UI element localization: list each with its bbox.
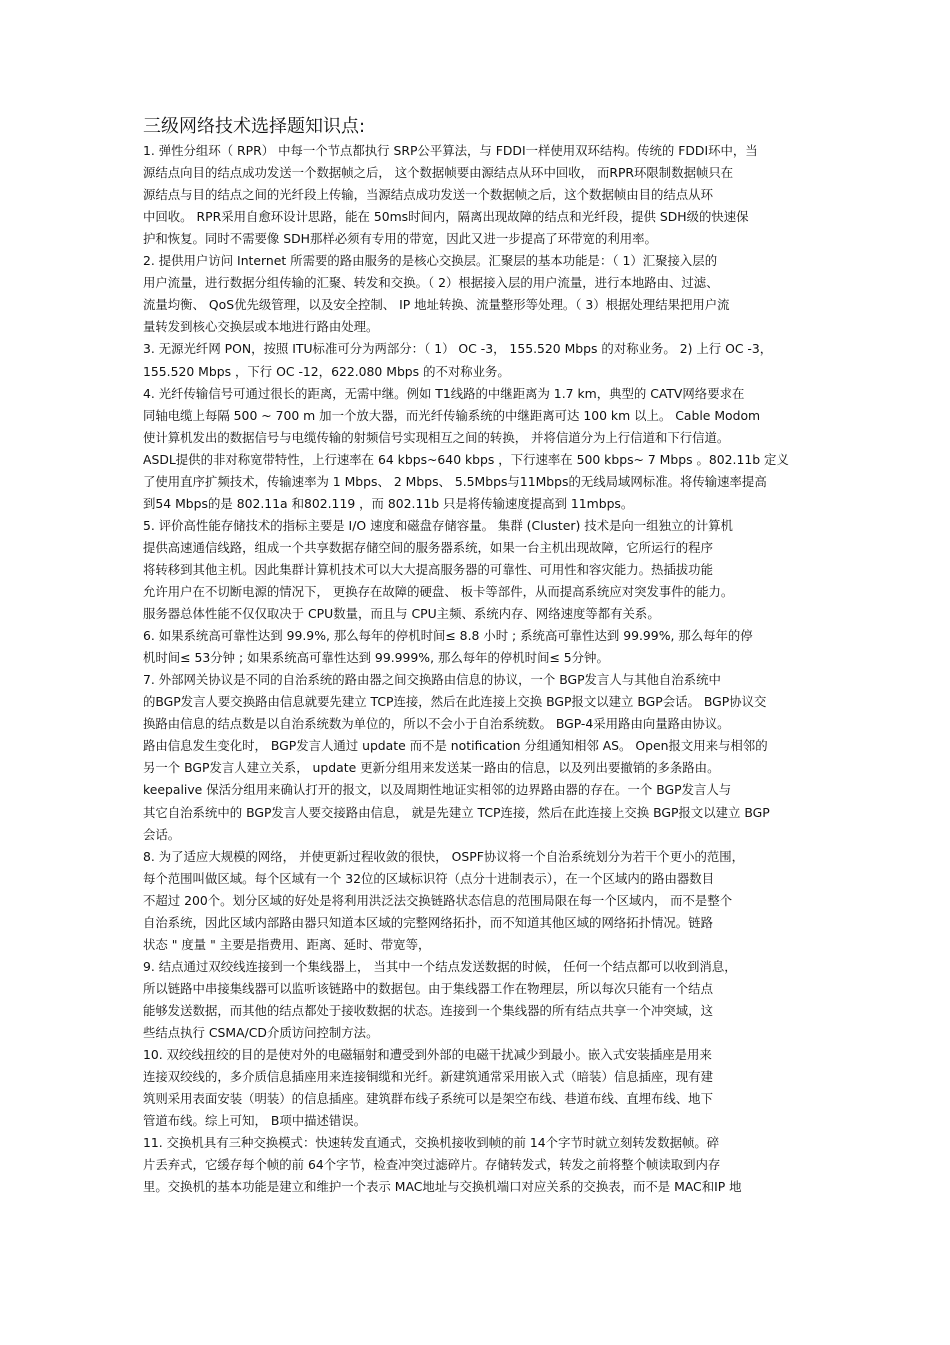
body-line: 同轴电缆上每隔 500 ~ 700 m 加一个放大器，而光纤传输系统的中继距离可达 100 km 以上。 Cable Modom (143, 407, 761, 423)
body-line: 能够发送数据，而其他的结点都处于接收数据的状态。连接到一个集线器的所有结点共享一个冲突域，这 (143, 1002, 713, 1018)
body-line: 些结点执行 CSMA/CD介质访问控制方法。 (143, 1025, 379, 1040)
body-line: 将转移到其他主机。因此集群计算机技术可以大大提高服务器的可靠性、可用性和容灾能力。热插拔功能 (143, 561, 713, 577)
body-line: 会话。 (143, 826, 181, 842)
body-line: 里。交换机的基本功能是建立和维护一个表示 MAC地址与交换机端口对应关系的交换表，而不是 MAC和IP 地 (143, 1179, 742, 1195)
body-line: 管道布线。综上可知， B项中描述错误。 (143, 1113, 367, 1129)
body-line: 6. 如果系统高可靠性达到 99.9%, 那么每年的停机时间≤ 8.8 小时 ; 系统高可靠性达到 99.99%, 那么每年的停 (143, 628, 753, 644)
body-line: 到54 Mbps的是 802.11a 和802.119 ，而 802.11b 只是将传输速度提高到 11mbps。 (143, 495, 634, 511)
body-line: 了使用直序扩频技术，传输速率为 1 Mbps、 2 Mbps、 5.5Mbps与11Mbps的无线局域网标准。将传输速率提高 (143, 473, 767, 489)
body-line: 源结点向目的结点成功发送一个数据帧之后， 这个数据帧要由源结点从环中回收， 而RPR环限制数据帧只在 (143, 165, 734, 181)
body-line: 2. 提供用户访问 Internet 所需要的路由服务的是核心交换层。汇聚层的基本功能是：（ 1）汇聚接入层的 (143, 253, 718, 269)
body-line: 自治系统，因此区域内部路由器只知道本区域的完整网络拓扑，而不知道其他区域的网络拓扑情况。链路 (143, 914, 713, 930)
body-line: 换路由信息的结点数是以自治系统数为单位的，所以不会小于自治系统数。 BGP-4采用路由向量路由协议。 (143, 716, 730, 732)
body-line: 路由信息发生变化时， BGP发言人通过 update 而不是 notification 分组通知相邻 AS。 Open报文用来与相邻的 (143, 738, 768, 754)
body-line: 量转发到核心交换层或本地进行路由处理。 (143, 319, 379, 335)
body-line: 155.520 Mbps ，下行 OC -12，622.080 Mbps 的不对称业务。 (143, 363, 510, 379)
body-line: 10. 双绞线扭绞的目的是使对外的电磁辐射和遭受到外部的电磁干扰减少到最小。嵌入式安装插座是用来 (143, 1047, 712, 1063)
body-line: 机时间≤ 53分钟 ; 如果系统高可靠性达到 99.999%, 那么每年的停机时间≤ 5分钟。 (143, 650, 609, 666)
body-line: 其它自治系统中的 BGP发言人要交接路由信息， 就是先建立 TCP连接，然后在此连接上交换 BGP报文以建立 BGP (143, 804, 770, 820)
body-line: 护和恢复。同时不需要像 SDH那样必须有专用的带宽，因此又进一步提高了环带宽的利用率。 (143, 231, 657, 247)
body-line: 状态 " 度量 " 主要是指费用、距离、延时、带宽等， (143, 936, 431, 952)
body-line: 中回收。 RPR采用自愈环设计思路，能在 50ms时间内，隔离出现故障的结点和光纤段，提供 SDH级的快速保 (143, 209, 749, 225)
body-line: 每个范围叫做区域。每个区域有一个 32位的区域标识符（点分十进制表示），在一个区域内的路由器数目 (143, 870, 715, 886)
body-line: 片丢弃式，它缓存每个帧的前 64个字节，检查冲突过滤碎片。存储转发式，转发之前将整个帧读取到内存 (143, 1157, 721, 1173)
body-line: 用户流量，进行数据分组传输的汇聚、转发和交换。（ 2）根据接入层的用户流量，进行本地路由、过滤、 (143, 275, 719, 291)
body-line: 连接双绞线的，多介质信息插座用来连接铜缆和光纤。新建筑通常采用嵌入式（暗装）信息插座，现有建 (143, 1069, 713, 1085)
body-line: 不超过 200个。划分区域的好处是将利用洪泛法交换链路状态信息的范围局限在每一个区域内， 而不是整个 (143, 892, 733, 908)
body-line: 1. 弹性分组环（ RPR） 中每一个节点都执行 SRP公平算法，与 FDDI一样使用双环结构。传统的 FDDI环中，当 (143, 143, 758, 158)
body-line: 7. 外部网关协议是不同的自治系统的路由器之间交换路由信息的协议，一个 BGP发言人与其他自治系统中 (143, 672, 721, 688)
document-title: 三级网络技术选择题知识点: (143, 116, 366, 137)
body-line: 筑则采用表面安装（明装）的信息插座。建筑群布线子系统可以是架空布线、巷道布线、直埋布线、地下 (143, 1091, 713, 1107)
body-line: 所以链路中串接集线器可以监听该链路中的数据包。由于集线器工作在物理层，所以每次只能有一个结点 (143, 980, 713, 996)
body-line: 另一个 BGP发言人建立关系， update 更新分组用来发送某一路由的信息，以及列出要撤销的多条路由。 (143, 760, 720, 776)
body-line: 3. 无源光纤网 PON，按照 ITU标准可分为两部分：（ 1） OC -3， 155.520 Mbps 的对称业务。 2) 上行 OC -3， (143, 341, 773, 357)
body-line: 允许用户在不切断电源的情况下， 更换存在故障的硬盘、 板卡等部件，从而提高系统应对突发事件的能力。 (143, 584, 734, 599)
body-line: 8. 为了适应大规模的网络， 并使更新过程收敛的很快， OSPF协议将一个自治系统划分为若干个更小的范围， (143, 848, 745, 864)
body-line: 使计算机发出的数据信号与电缆传输的射频信号实现相互之间的转换， 并将信道分为上行信道和下行信道。 (143, 429, 730, 445)
body-line: 源结点与目的结点之间的光纤段上传输，当源结点成功发送一个数据帧之后，这个数据帧由目的结点从环 (143, 187, 713, 203)
body-line: 的BGP发言人要交换路由信息就要先建立 TCP连接，然后在此连接上交换 BGP报文以建立 BGP会话。 BGP协议交 (143, 694, 767, 710)
body-line: ASDL提供的非对称宽带特性，上行速率在 64 kbps~640 kbps ，下行速率在 500 kbps~ 7 Mbps 。802.11b 定义 (143, 451, 789, 467)
body-line: 提供高速通信线路，组成一个共享数据存储空间的服务器系统，如果一台主机出现故障，它所运行的程序 (143, 539, 713, 555)
body-line: 9. 结点通过双绞线连接到一个集线器上， 当其中一个结点发送数据的时候， 任何一个结点都可以收到消息， (143, 958, 737, 974)
body-line: keepalive 保活分组用来确认打开的报文，以及周期性地证实相邻的边界路由器的存在。一个 BGP发言人与 (143, 782, 732, 798)
body-line: 服务器总体性能不仅仅取决于 CPU数量，而且与 CPU主频、系统内存、网络速度等都有关系。 (143, 606, 660, 622)
body-line: 流量均衡、 QoS优先级管理，以及安全控制、 IP 地址转换、流量整形等处理。（ 3）根据处理结果把用户流 (143, 297, 730, 313)
body-line: 5. 评价高性能存储技术的指标主要是 I/O 速度和磁盘存储容量。 集群 (Cluster) 技术是向一组独立的计算机 (143, 517, 733, 533)
body-line: 11. 交换机具有三种交换模式：快速转发直通式，交换机接收到帧的前 14个字节时就立刻转发数据帧。碎 (143, 1135, 720, 1151)
body-line: 4. 光纤传输信号可通过很长的距离，无需中继。例如 T1线路的中继距离为 1.7 km，典型的 CATV网络要求在 (143, 385, 745, 401)
